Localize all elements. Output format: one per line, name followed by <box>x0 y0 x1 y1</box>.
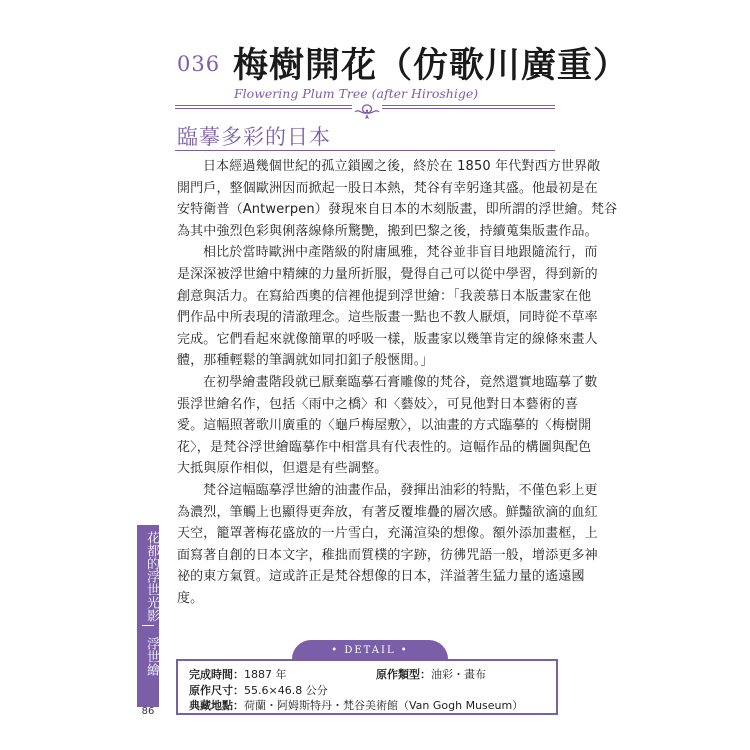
flourish-ornament-icon <box>352 101 382 123</box>
body-line: 愛。這幅照著歌川廣重的〈龜戶梅屋敷〉，以油畫的方式臨摹的〈梅樹開 <box>177 418 592 434</box>
section-rule <box>175 150 555 151</box>
detail-location-value: 荷蘭・阿姆斯特丹・梵谷美術館（Van Gogh Museum） <box>244 699 524 712</box>
bullet-dot-icon: • <box>331 645 345 656</box>
body-line: 開門戶，整個歐洲因而掀起一股日本熱，梵谷有幸躬逢其盛。他最初是在 <box>177 180 598 196</box>
sidebar-divider <box>142 625 154 626</box>
body-line: 張浮世繪名作，包括〈雨中之橋〉和〈藝妓〉，可見他對日本藝術的喜 <box>177 396 579 412</box>
detail-type-label: 原作類型： <box>376 668 431 681</box>
detail-year-value: 1887 年 <box>244 668 287 681</box>
page-number: 86 <box>141 706 155 717</box>
body-line: 在初學繪畫階段就已厭棄臨摹石膏雕像的梵谷，竟然還實地臨摹了數 <box>203 374 598 390</box>
detail-box <box>176 659 558 715</box>
page-subtitle: Flowering Plum Tree (after Hiroshige) <box>234 86 479 101</box>
detail-location <box>189 697 523 713</box>
bullet-dot-icon: • <box>395 645 409 656</box>
detail-size <box>189 682 328 698</box>
body-line: 大抵與原作相似，但還是有些調整。 <box>177 461 388 477</box>
body-line: 安特衛普（Antwerpen）發現來自日本的木刻版畫，即所謂的浮世繪。梵谷 <box>177 202 618 218</box>
body-line: 為濃烈，筆觸上也顯得更奔放，有著反覆堆疊的層次感。鮮豔欲滴的血紅 <box>177 504 598 520</box>
section-heading: 臨摹多彩的日本 <box>177 125 331 149</box>
body-line: 祕的東方氣質。這或許正是梵谷想像的日本，洋溢著生猛力量的遙遠國 <box>177 569 585 585</box>
series-title: 花都的浮世光影 <box>144 530 159 622</box>
chapter-label: 浮世繪 <box>144 636 159 676</box>
body-line: 相比於當時歐洲中產階級的附庸風雅，梵谷並非盲目地跟隨流行，而 <box>203 245 598 261</box>
body-line: 面寫著自創的日本文字，稚拙而質樸的字跡，彷彿咒語一般，增添更多神 <box>177 547 598 563</box>
entry-number: 036 <box>177 52 221 76</box>
detail-year <box>189 666 287 682</box>
body-line: 花〉，是梵谷浮世繪臨摹作中相當具有代表性的。這幅作品的構圖與配色 <box>177 439 592 455</box>
detail-tab <box>292 640 448 659</box>
body-line: 日本經過幾個世紀的孤立鎖國之後，終於在 1850 年代對西方世界敞 <box>203 159 601 174</box>
body-line: 天空，籠罩著梅花盛放的一片雪白，充滿渲染的想像。額外添加畫框，上 <box>177 526 598 542</box>
body-line: 創意與活力。在寫給西奧的信裡他提到浮世繪：「我羨慕日本版畫家在他 <box>177 288 592 304</box>
detail-type-value: 油彩・畫布 <box>431 668 486 681</box>
body-line: 們作品中所表現的清澈理念。這些版畫一點也不教人厭煩，同時從不草率 <box>177 310 598 326</box>
detail-size-value: 55.6×46.8 公分 <box>244 684 328 697</box>
body-line: 為其中強烈色彩與俐落線條所驚艷，搬到巴黎之後，持續蒐集版畫作品。 <box>177 223 598 239</box>
body-line: 梵谷這幅臨摹浮世繪的油畫作品，發揮出油彩的特點，不僅色彩上更 <box>203 482 598 498</box>
detail-tab-label: DETAIL <box>344 645 396 656</box>
detail-location-label: 典藏地點： <box>189 699 244 712</box>
body-line: 度。 <box>177 590 204 606</box>
detail-size-label: 原作尺寸： <box>189 684 244 697</box>
detail-year-label: 完成時間： <box>189 668 244 681</box>
detail-type <box>376 666 486 682</box>
page-title: 梅樹開花（仿歌川廣重） <box>233 45 630 86</box>
body-line: 體，那種輕鬆的筆調就如同扣釦子般愜閒。」 <box>177 353 434 369</box>
body-line: 完成。它們看起來就像簡單的呼吸一樣，版畫家以幾筆肯定的線條來畫人 <box>177 331 598 347</box>
article-body <box>177 156 618 609</box>
body-line: 是深深被浮世繪中精練的力量所折服，覺得自己可以從中學習，得到新的 <box>177 266 598 282</box>
